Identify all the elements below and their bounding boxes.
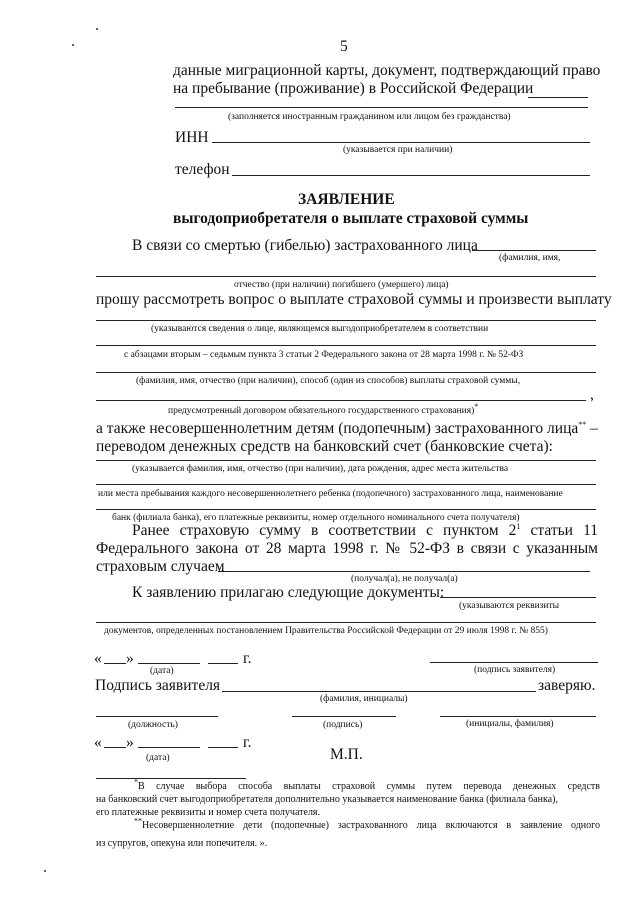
officer-signature-line[interactable]	[292, 716, 396, 717]
stamp-place: М.П.	[330, 746, 363, 763]
fill-line[interactable]	[96, 320, 596, 321]
earlier-hint: (получал(а), не получал(а)	[351, 574, 458, 584]
applicant-signature-hint: (подпись заявителя)	[474, 665, 556, 675]
minors-line-2: переводом денежных средств на банковский счет (банковские счета):	[96, 438, 553, 455]
page-number: 5	[340, 38, 348, 55]
phone-label: телефон	[175, 161, 230, 178]
officer-name-hint: (инициалы, фамилия)	[466, 719, 554, 729]
inn-label: ИНН	[175, 129, 209, 146]
request-text: прошу рассмотреть вопрос о выплате страховой суммы и произвести выплату	[96, 291, 612, 308]
scan-speck	[44, 870, 46, 872]
certify-hint: (фамилия, инициалы)	[320, 694, 408, 704]
fill-line[interactable]	[96, 400, 586, 401]
attachments-hint-1: (указываются реквизиты	[459, 601, 560, 611]
fill-line[interactable]	[96, 460, 596, 461]
fill-line[interactable]	[96, 372, 596, 373]
inn-input-line[interactable]	[212, 142, 590, 143]
minors-line-1	[96, 420, 598, 438]
inn-hint: (указывается при наличии)	[343, 145, 453, 155]
footnote-2-line-1	[134, 816, 600, 832]
month-input[interactable]	[138, 747, 200, 748]
death-text: В связи со смертью (гибелью) застрахованного лица	[132, 237, 478, 254]
year-suffix: г.	[243, 734, 252, 751]
migration-hint: (заполняется иностранным гражданином или лицом без гражданства)	[228, 112, 511, 122]
position-line[interactable]	[96, 716, 218, 717]
fill-line[interactable]	[96, 622, 596, 623]
request-hint-4-text: предусмотренный договором обязательного государственного страхования)	[168, 406, 475, 416]
request-hint-1: (указываются сведения о лице, являющемся выгодоприобретателем в соответствии	[151, 324, 489, 334]
earlier-line-1-text: Ранее страховую сумму в соответствии с пунктом 2	[132, 522, 517, 539]
attachments-hint-2: документов, определенных постановлением Правительства Российской Федерации от 29 июля 1998 г. № 855)	[104, 626, 548, 636]
fill-line[interactable]	[96, 276, 596, 277]
footnote-separator	[96, 778, 246, 779]
minors-hint-2: или места пребывания каждого несовершеннолетнего ребенка (подопечного) застрахованного лица, наименование	[98, 489, 563, 499]
applicant-signature-line[interactable]	[430, 662, 598, 663]
request-hint-3: (фамилия, имя, отчество (при наличии), способ (один из способов) выплаты страховой суммы,	[136, 376, 521, 386]
certify-verb: заверяю.	[538, 677, 596, 694]
footnote-mark: **	[578, 419, 587, 429]
migration-line-1: данные миграционной карты, документ, подтверждающий право	[173, 62, 601, 79]
document-title: ЗАЯВЛЕНИЕ	[298, 191, 395, 208]
minors-hint-1: (указывается фамилия, имя, отчество (при наличии), дата рождения, адрес места жительства	[132, 464, 509, 474]
fill-line[interactable]	[472, 250, 596, 251]
fill-line[interactable]	[96, 345, 596, 346]
year-input[interactable]	[208, 747, 238, 748]
date-close-quote: »	[126, 650, 134, 667]
date-hint: (дата)	[146, 753, 170, 763]
year-input[interactable]	[208, 663, 238, 664]
day-input[interactable]	[104, 747, 126, 748]
officer-signature-hint: (подпись)	[323, 720, 363, 730]
month-input[interactable]	[138, 663, 200, 664]
migration-line-2: на пребывание (проживание) в Российской Федерации	[173, 80, 534, 97]
fill-line[interactable]	[218, 571, 590, 572]
day-input[interactable]	[104, 663, 126, 664]
officer-name-line[interactable]	[440, 716, 596, 717]
minors-line-1-tail: –	[586, 420, 598, 437]
date-hint: (дата)	[150, 666, 174, 676]
fill-line[interactable]	[528, 97, 588, 98]
earlier-line-2: Федерального закона от 28 марта 1998 г. № 52-ФЗ в связи с указанным	[96, 540, 598, 557]
scan-speck	[96, 28, 98, 30]
earlier-line-1	[132, 522, 598, 540]
date-close-quote: »	[126, 734, 134, 751]
date-open-quote: «	[94, 734, 102, 751]
footnote-1-line-1	[134, 777, 600, 793]
phone-input-line[interactable]	[232, 175, 590, 176]
earlier-line-3: страховым случаем	[96, 558, 225, 575]
minors-hint-3: банк (филиала банка), его платежные реквизиты, номер отдельного номинального счета получателя)	[112, 513, 520, 523]
year-suffix: г.	[243, 650, 252, 667]
footnote-mark: **	[134, 816, 142, 826]
footnote-2-text: Несовершеннолетние дети (подопечные) застрахованного лица включаются в заявление одного	[142, 820, 600, 831]
scan-speck	[72, 44, 74, 46]
fill-line[interactable]	[96, 509, 596, 510]
request-hint-4	[168, 401, 479, 417]
certify-name-line[interactable]	[222, 691, 536, 692]
attachments-text: К заявлению прилагаю следующие документы:	[132, 584, 445, 601]
position-hint: (должность)	[128, 720, 178, 730]
fill-line[interactable]	[440, 597, 596, 598]
fill-line[interactable]	[175, 107, 588, 108]
death-hint-2: отчество (при наличии) погибшего (умершего) лица)	[234, 280, 449, 290]
date-open-quote: «	[94, 650, 102, 667]
footnote-mark: *	[474, 401, 479, 411]
footnote-1-line-3: его платежные реквизиты и номер счета получателя.	[96, 807, 321, 818]
footnote-2-line-2: из супругов, опекуна или попечителя. ».	[96, 838, 268, 849]
minors-line-1-text: а также несовершеннолетним детям (подопечным) застрахованного лица	[96, 420, 579, 437]
footnote-1-line-2: на банковский счет выгодоприобретателя дополнительно указывается наименование банка (филиала банка),	[96, 794, 558, 805]
footnote-1-text: В случае выбора способа выплаты страховой суммы путем перевода денежных средств	[138, 781, 600, 792]
footnote-mark: *	[134, 777, 138, 787]
earlier-line-1-tail: статьи 11	[520, 522, 598, 539]
document-subtitle: выгодоприобретателя о выплате страховой суммы	[173, 210, 529, 227]
fill-line[interactable]	[96, 484, 596, 485]
request-hint-2: с абзацами вторым – седьмым пункта 3 статьи 2 Федерального закона от 28 марта 1998 г. № 52-ФЗ	[124, 350, 524, 360]
superscript: 1	[516, 521, 521, 531]
certify-label: Подпись заявителя	[95, 677, 221, 694]
request-comma: ,	[590, 386, 594, 403]
death-hint-1: (фамилия, имя,	[499, 253, 561, 263]
